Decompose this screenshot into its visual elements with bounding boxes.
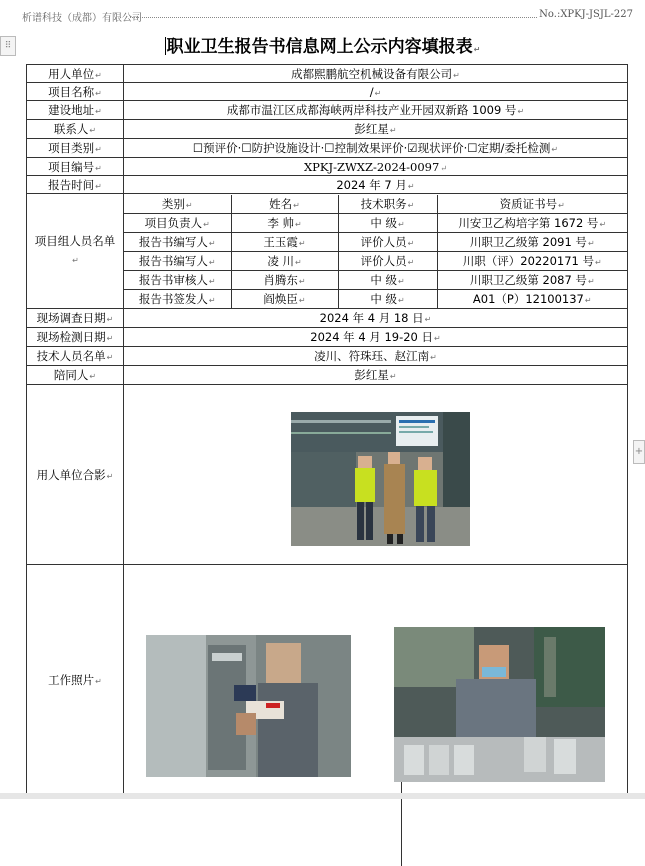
row-employer: 用人单位↵ 成都熙鹏航空机械设备有限公司↵	[27, 65, 628, 83]
option-text: 防护设施设计	[251, 141, 321, 155]
team-role[interactable]: 报告书编写人	[138, 253, 208, 268]
team-name[interactable]: 李 帅	[267, 215, 294, 230]
text-cursor	[165, 37, 166, 55]
work-photo-label: 工作照片	[48, 672, 95, 687]
team-row: 报告书审核人↵ 肖腾东↵ 中 级↵ 川职卫乙级第 2087 号↵	[124, 270, 627, 289]
team-title[interactable]: 评价人员	[360, 253, 407, 268]
add-column-icon[interactable]: +	[633, 440, 645, 464]
address-label: 建设地址	[48, 103, 95, 117]
row-test-date: 现场检测日期↵ 2024 年 4 月 19-20 日↵	[27, 328, 628, 347]
team-cert[interactable]: 川安卫乙构培字第 1672 号	[458, 215, 599, 230]
row-address: 建设地址↵ 成都市温江区成都海峡两岸科技产业开园双新路 1009 号↵	[27, 101, 628, 120]
category-option-pre-evaluation[interactable]	[193, 141, 238, 155]
checkbox-icon[interactable]: ☐	[467, 141, 478, 155]
project-no-label: 项目编号	[48, 159, 95, 174]
team-title[interactable]: 中 级	[370, 215, 397, 230]
team-row: 报告书签发人↵ 阎焕臣↵ 中 级↵ A01（P）12100137↵	[124, 289, 627, 308]
team-title[interactable]: 中 级	[370, 272, 397, 287]
row-contact: 联系人↵ 彭红星↵	[27, 120, 628, 139]
contact-value[interactable]: 彭红星	[354, 122, 389, 136]
team-cert[interactable]: 川职（评）20220171 号	[462, 253, 594, 268]
team-name[interactable]: 肖腾东	[263, 272, 298, 287]
header-company: 析谱科技（成都）有限公司	[22, 13, 142, 24]
category-option-periodic-testing[interactable]	[467, 141, 550, 155]
tech-staff-value[interactable]: 凌川、符珠珏、赵江南	[314, 349, 430, 363]
header-cert: 资质证书号	[499, 196, 558, 211]
team-role[interactable]: 报告书审核人	[138, 272, 208, 287]
team-role[interactable]: 报告书签发人	[138, 291, 208, 306]
header-title: 技术职务	[360, 196, 407, 211]
row-category: 项目类别↵ ☐预评价·☐防护设施设计·☐控制效果评价·☑现状评价·☐定期/委托检测↵	[27, 139, 628, 158]
row-team: 项目组人员名单↵ 类别↵ 姓名↵ 技术职务↵ 资质证书号↵ 项目负责人↵ 李 帅↵ 中 级↵ 川安卫乙构培字第 1672 号↵ 报告书编写人↵ 王玉霞↵ 评价人员↵ 川职卫乙级第 2091 号↵ 报告书编写人↵ 凌 川↵ 评价人员↵ 川职（评）20220171 号↵ 报告书审核人↵ 肖腾东↵ 中 级↵ 川职卫乙级第 2087 号↵ 报告书签发人↵ 阎焕臣↵ 中 级↵ A01（P）12100137↵	[27, 194, 628, 309]
team-title[interactable]: 中 级	[370, 291, 397, 306]
row-work-photo: 工作照片↵	[27, 565, 628, 795]
team-name[interactable]: 王玉霞	[263, 234, 298, 249]
row-report-time: 报告时间↵ 2024 年 7 月↵	[27, 176, 628, 194]
header-doc-no: No.:XPKJ-JSJL-227	[539, 9, 633, 20]
title-text: 职业卫生报告书信息网上公示内容填报表	[166, 37, 473, 57]
project-name-value[interactable]: /	[369, 84, 374, 99]
team-cert[interactable]: 川职卫乙级第 2087 号	[469, 272, 587, 287]
team-cert[interactable]: 川职卫乙级第 2091 号	[469, 234, 587, 249]
survey-date-label: 现场调查日期	[36, 311, 106, 325]
report-time-label: 报告时间	[48, 177, 95, 192]
team-name[interactable]: 凌 川	[267, 253, 294, 268]
option-text: 控制效果评价	[334, 141, 404, 155]
group-photo[interactable]	[291, 412, 470, 546]
category-label: 项目类别	[48, 141, 95, 155]
team-label: 项目组人员名单	[34, 234, 116, 248]
row-project-no: 项目编号↵ XPKJ-ZWXZ-2024-0097↵	[27, 158, 628, 176]
category-option-status-evaluation[interactable]	[407, 141, 463, 155]
escort-label: 陪同人	[53, 368, 89, 382]
category-option-control-effect[interactable]	[324, 141, 403, 155]
drag-handle-icon[interactable]: ⠿	[0, 36, 16, 56]
survey-date-value[interactable]: 2024 年 4 月 18 日	[319, 311, 424, 325]
report-time-value[interactable]: 2024 年 7 月	[336, 177, 407, 192]
team-row: 报告书编写人↵ 凌 川↵ 评价人员↵ 川职（评）20220171 号↵	[124, 251, 627, 270]
row-group-photo: 用人单位合影↵	[27, 385, 628, 565]
employer-value[interactable]: 成都熙鹏航空机械设备有限公司	[291, 66, 453, 81]
checked-checkbox-icon[interactable]: ☑	[407, 141, 418, 155]
team-name[interactable]: 阎焕臣	[263, 291, 298, 306]
team-title[interactable]: 评价人员	[360, 234, 407, 249]
work-photo-right[interactable]	[394, 627, 605, 782]
escort-value[interactable]: 彭红星	[354, 368, 389, 382]
team-role[interactable]: 报告书编写人	[138, 234, 208, 249]
row-escort: 陪同人↵ 彭红星↵	[27, 366, 628, 385]
team-row: 报告书编写人↵ 王玉霞↵ 评价人员↵ 川职卫乙级第 2091 号↵	[124, 232, 627, 251]
page-title: 职业卫生报告书信息网上公示内容填报表↵	[166, 37, 481, 57]
work-photo-left[interactable]	[146, 635, 351, 777]
checkbox-icon[interactable]: ☐	[192, 141, 204, 155]
row-survey-date: 现场调查日期↵ 2024 年 4 月 18 日↵	[27, 309, 628, 328]
option-text: 定期/委托检测	[477, 141, 551, 155]
row-project-name: 项目名称↵ /↵	[27, 83, 628, 101]
checkbox-icon[interactable]: ☐	[241, 141, 252, 155]
header-name: 姓名	[269, 196, 293, 211]
team-row: 项目负责人↵ 李 帅↵ 中 级↵ 川安卫乙构培字第 1672 号↵	[124, 213, 627, 232]
checkbox-icon[interactable]: ☐	[324, 141, 335, 155]
team-header-row: 类别↵ 姓名↵ 技术职务↵ 资质证书号↵	[124, 195, 627, 214]
test-date-label: 现场检测日期	[36, 330, 106, 344]
row-tech-staff: 技术人员名单↵ 凌川、符珠珏、赵江南↵	[27, 347, 628, 366]
option-text: 现状评价	[417, 141, 464, 155]
test-date-value[interactable]: 2024 年 4 月 19-20 日	[310, 330, 434, 344]
status-bar	[0, 793, 645, 799]
address-value[interactable]: 成都市温江区成都海峡两岸科技产业开园双新路 1009 号	[226, 103, 517, 117]
group-photo-label: 用人单位合影	[36, 467, 106, 482]
team-role[interactable]: 项目负责人	[144, 215, 203, 230]
team-cert[interactable]: A01（P）12100137	[472, 291, 584, 306]
category-option-protection-design[interactable]	[241, 141, 320, 155]
project-name-label: 项目名称	[48, 84, 95, 99]
tech-staff-label: 技术人员名单	[36, 349, 106, 363]
project-no-value[interactable]: XPKJ-ZWXZ-2024-0097	[303, 159, 440, 174]
team-table	[124, 195, 627, 308]
header-divider	[130, 17, 537, 18]
employer-label: 用人单位	[48, 66, 95, 81]
contact-label: 联系人	[53, 122, 89, 136]
option-text: 预评价	[203, 141, 238, 155]
header-role: 类别	[161, 196, 185, 211]
